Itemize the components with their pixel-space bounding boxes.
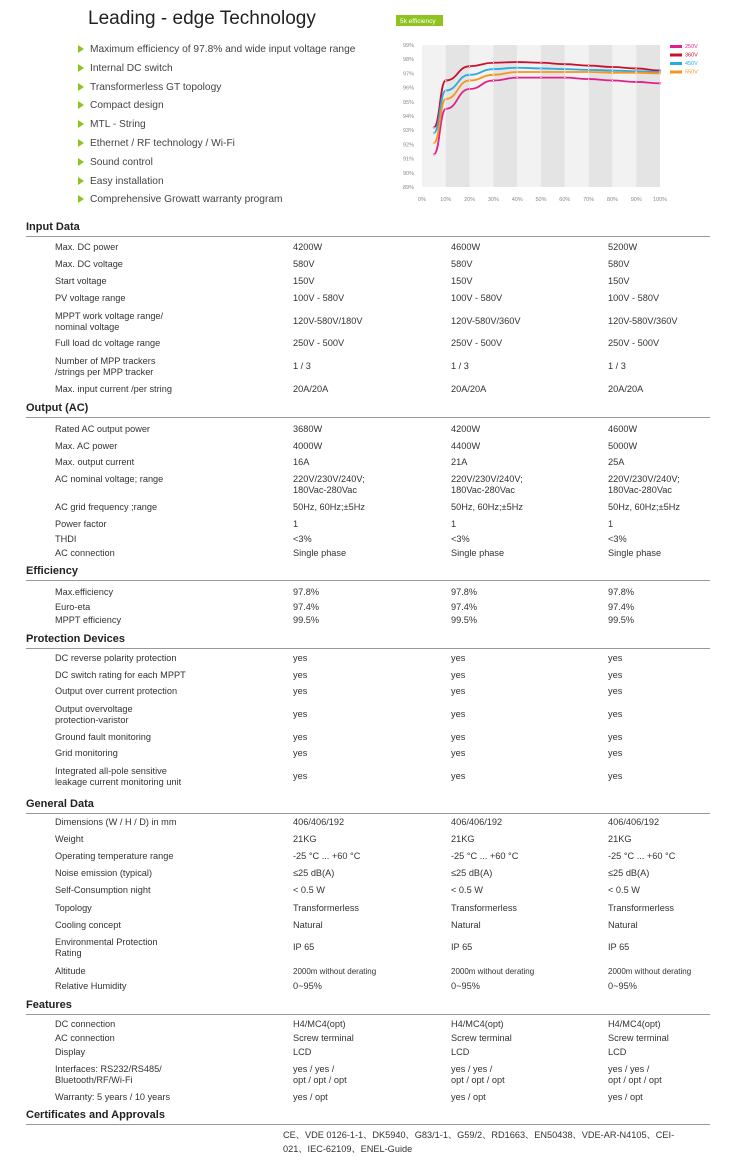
section-title: Certificates and Approvals bbox=[26, 1109, 165, 1121]
spec-value: < 0.5 W bbox=[293, 885, 325, 895]
spec-label: Operating temperature range bbox=[55, 851, 174, 861]
series-point bbox=[612, 80, 614, 82]
spec-value: 0~95% bbox=[451, 981, 480, 991]
x-tick-label: 50% bbox=[535, 197, 547, 203]
spec-label: Max.efficiency bbox=[55, 587, 114, 597]
spec-value: 220V/230V/240V; 180Vac-280Vac bbox=[608, 474, 680, 495]
spec-value: IP 65 bbox=[608, 942, 630, 952]
chart-band bbox=[541, 45, 565, 187]
spec-value: Single phase bbox=[451, 548, 505, 558]
spec-label: Cooling concept bbox=[55, 920, 121, 930]
legend-label: 550V bbox=[685, 69, 698, 76]
spec-value: Natural bbox=[451, 920, 481, 930]
x-tick-label: 30% bbox=[487, 197, 499, 203]
spec-value: 20A/20A bbox=[293, 384, 329, 394]
spec-value: 1 bbox=[451, 519, 457, 529]
spec-value: yes bbox=[608, 709, 623, 719]
spec-value: 99.5% bbox=[608, 615, 635, 625]
series-point bbox=[445, 80, 447, 82]
spec-value: yes bbox=[608, 732, 623, 742]
spec-value: 21KG bbox=[608, 834, 632, 844]
spec-label: MPPT efficiency bbox=[55, 615, 122, 625]
section-header bbox=[26, 403, 710, 418]
spec-value: yes bbox=[293, 653, 308, 663]
spec-value: 97.8% bbox=[608, 587, 635, 597]
spec-value: -25 °C ... +60 °C bbox=[451, 851, 519, 861]
spec-value: 120V-580V/360V bbox=[451, 316, 521, 326]
spec-value: <3% bbox=[293, 534, 312, 544]
spec-value: 97.8% bbox=[293, 587, 320, 597]
spec-label: AC grid frequency ;range bbox=[55, 502, 158, 512]
spec-value: < 0.5 W bbox=[608, 885, 640, 895]
spec-value: 97.4% bbox=[608, 602, 635, 612]
bullet-triangle-icon bbox=[78, 120, 84, 128]
series-point bbox=[433, 126, 435, 128]
bullet-triangle-icon bbox=[78, 64, 84, 72]
spec-value: 2000m without derating bbox=[608, 967, 692, 976]
spec-value: 5200W bbox=[608, 242, 638, 252]
legend-swatch bbox=[670, 45, 682, 48]
y-tick-label: 92% bbox=[402, 142, 414, 149]
spec-value: 580V bbox=[293, 259, 315, 269]
series-point bbox=[445, 108, 447, 110]
spec-label: Power factor bbox=[55, 519, 107, 529]
spec-label: Warranty: 5 years / 10 years bbox=[55, 1092, 171, 1102]
spec-value: 120V-580V/180V bbox=[293, 316, 363, 326]
x-tick-label: 70% bbox=[583, 197, 595, 203]
spec-label: Max. input current /per string bbox=[55, 384, 172, 394]
spec-value: Natural bbox=[608, 920, 638, 930]
spec-value: 150V bbox=[608, 276, 630, 286]
spec-value: yes bbox=[293, 670, 308, 680]
spec-value: 25A bbox=[608, 457, 625, 467]
spec-value: 4600W bbox=[451, 242, 481, 252]
spec-value: -25 °C ... +60 °C bbox=[293, 851, 361, 861]
spec-value: 50Hz, 60Hz;±5Hz bbox=[451, 502, 523, 512]
spec-value: 220V/230V/240V; 180Vac-280Vac bbox=[451, 474, 523, 495]
x-tick-label: 40% bbox=[511, 197, 523, 203]
spec-value: 97.4% bbox=[451, 602, 478, 612]
series-point bbox=[564, 68, 566, 70]
feature-item: Transformerless GT topology bbox=[78, 80, 355, 99]
spec-value: 250V - 500V bbox=[608, 338, 660, 348]
spec-value: yes bbox=[608, 653, 623, 663]
spec-value: Transformerless bbox=[608, 903, 675, 913]
spec-value: yes bbox=[451, 771, 466, 781]
spec-value: 1 / 3 bbox=[451, 361, 469, 371]
legend-label: 360V bbox=[685, 52, 698, 59]
spec-value: yes bbox=[608, 771, 623, 781]
spec-label: Dimensions (W / H / D) in mm bbox=[55, 817, 177, 827]
spec-value: 406/406/192 bbox=[608, 817, 660, 827]
spec-label: Output over current protection bbox=[55, 686, 178, 696]
series-point bbox=[433, 132, 435, 134]
spec-label: Max. DC power bbox=[55, 242, 119, 252]
certificates-list: CE、VDE 0126-1-1、DK5940、G83/1-1、G59/2、RD1663、EN50438、VDE-AR-N4105、CEI-021、IEC-62109、ENEL-Guide bbox=[283, 1130, 675, 1154]
spec-value: 21KG bbox=[451, 834, 475, 844]
spec-value: 20A/20A bbox=[608, 384, 644, 394]
feature-item: Easy installation bbox=[78, 174, 355, 193]
y-tick-label: 99% bbox=[402, 43, 414, 49]
series-point bbox=[445, 90, 447, 92]
page-title: Leading - edge Technology bbox=[88, 8, 316, 29]
x-tick-label: 10% bbox=[440, 197, 452, 203]
spec-value: -25 °C ... +60 °C bbox=[608, 851, 676, 861]
spec-value: Screw terminal bbox=[293, 1033, 354, 1043]
series-point bbox=[433, 153, 435, 155]
spec-value: LCD bbox=[451, 1047, 470, 1057]
series-point bbox=[635, 72, 637, 74]
series-point bbox=[493, 80, 495, 82]
series-point bbox=[612, 66, 614, 68]
bullet-triangle-icon bbox=[78, 158, 84, 166]
legend-swatch bbox=[670, 71, 682, 74]
spec-label: Max. AC power bbox=[55, 441, 118, 451]
spec-value: 4600W bbox=[608, 424, 638, 434]
spec-label: Relative Humidity bbox=[55, 981, 127, 991]
series-point bbox=[516, 71, 518, 73]
spec-value: 250V - 500V bbox=[451, 338, 503, 348]
x-tick-label: 0% bbox=[418, 197, 426, 203]
spec-value: yes bbox=[608, 686, 623, 696]
series-point bbox=[635, 81, 637, 83]
spec-value: 2000m without derating bbox=[293, 967, 377, 976]
bullet-triangle-icon bbox=[78, 177, 84, 185]
spec-value: 4000W bbox=[293, 441, 323, 451]
spec-value: 50Hz, 60Hz;±5Hz bbox=[608, 502, 680, 512]
spec-value: 150V bbox=[451, 276, 473, 286]
series-point bbox=[588, 69, 590, 71]
series-point bbox=[469, 74, 471, 76]
feature-item: Ethernet / RF technology / Wi-Fi bbox=[78, 136, 355, 155]
spec-value: LCD bbox=[293, 1047, 312, 1057]
spec-value: 4200W bbox=[293, 242, 323, 252]
feature-item: Maximum efficiency of 97.8% and wide input voltage range bbox=[78, 42, 355, 61]
spec-value: yes / opt bbox=[608, 1092, 643, 1102]
spec-label: Integrated all-pole sensitive leakage current monitoring unit bbox=[55, 766, 182, 787]
spec-value: 250V - 500V bbox=[293, 338, 345, 348]
bullet-triangle-icon bbox=[78, 45, 84, 53]
spec-value: Natural bbox=[293, 920, 323, 930]
spec-value: ≤25 dB(A) bbox=[293, 868, 335, 878]
spec-value: IP 65 bbox=[451, 942, 473, 952]
spec-value: 1 / 3 bbox=[293, 361, 311, 371]
chart-band bbox=[517, 45, 541, 187]
spec-label: MPPT work voltage range/ nominal voltage bbox=[55, 311, 164, 332]
bullet-triangle-icon bbox=[78, 195, 84, 203]
section-header bbox=[26, 566, 710, 581]
spec-value: 21KG bbox=[293, 834, 317, 844]
spec-value: yes bbox=[451, 732, 466, 742]
spec-value: yes bbox=[293, 709, 308, 719]
spec-label: DC connection bbox=[55, 1019, 116, 1029]
bullet-triangle-icon bbox=[78, 139, 84, 147]
spec-value: 0~95% bbox=[608, 981, 637, 991]
spec-value: 1 bbox=[293, 519, 299, 529]
feature-item: Comprehensive Growatt warranty program bbox=[78, 192, 355, 211]
spec-label: Number of MPP trackers /strings per MPP tracker bbox=[55, 356, 156, 377]
y-tick-label: 90% bbox=[402, 170, 414, 177]
spec-value: H4/MC4(opt) bbox=[451, 1019, 504, 1029]
series-point bbox=[469, 65, 471, 67]
spec-value: ≤25 dB(A) bbox=[451, 868, 493, 878]
spec-value: yes bbox=[293, 748, 308, 758]
spec-value: 16A bbox=[293, 457, 310, 467]
spec-value: 4200W bbox=[451, 424, 481, 434]
x-tick-label: 100% bbox=[652, 197, 668, 203]
spec-label: Max. output current bbox=[55, 457, 135, 467]
y-tick-label: 97% bbox=[402, 71, 414, 78]
spec-label: Output overvoltage protection-varistor bbox=[55, 704, 133, 725]
spec-value: 100V - 580V bbox=[451, 293, 503, 303]
spec-value: yes / yes / opt / opt / opt bbox=[608, 1064, 662, 1085]
spec-label: Environmental Protection Rating bbox=[55, 937, 158, 958]
spec-label: Euro-eta bbox=[55, 602, 91, 612]
spec-value: 99.5% bbox=[293, 615, 320, 625]
spec-label: AC nominal voltage; range bbox=[55, 474, 164, 484]
series-point bbox=[493, 68, 495, 70]
spec-label: Display bbox=[55, 1047, 86, 1057]
spec-label: Grid monitoring bbox=[55, 748, 118, 758]
efficiency-chart bbox=[396, 14, 706, 209]
y-tick-label: 89% bbox=[402, 185, 414, 191]
spec-value: yes bbox=[608, 748, 623, 758]
spec-label: AC connection bbox=[55, 548, 115, 558]
feature-item: Internal DC switch bbox=[78, 61, 355, 80]
section-title: Efficiency bbox=[26, 565, 78, 577]
section-title: Output (AC) bbox=[26, 402, 89, 414]
series-point bbox=[540, 62, 542, 64]
spec-value: yes bbox=[293, 686, 308, 696]
y-tick-label: 93% bbox=[402, 128, 414, 135]
series-point bbox=[659, 82, 661, 84]
spec-label: THDI bbox=[55, 534, 77, 544]
spec-value: 220V/230V/240V; 180Vac-280Vac bbox=[293, 474, 365, 495]
spec-label: Rated AC output power bbox=[55, 424, 150, 434]
spec-value: yes / opt bbox=[451, 1092, 486, 1102]
spec-value: yes bbox=[451, 686, 466, 696]
section-header bbox=[26, 634, 710, 649]
spec-value: 50Hz, 60Hz;±5Hz bbox=[293, 502, 365, 512]
spec-value: 99.5% bbox=[451, 615, 478, 625]
feature-item: Compact design bbox=[78, 98, 355, 117]
spec-label: Start voltage bbox=[55, 276, 107, 286]
spec-value: yes bbox=[608, 670, 623, 680]
spec-label: DC reverse polarity protection bbox=[55, 653, 177, 663]
spec-value: 406/406/192 bbox=[293, 817, 345, 827]
series-point bbox=[588, 65, 590, 67]
spec-value: 1 bbox=[608, 519, 614, 529]
spec-value: 20A/20A bbox=[451, 384, 487, 394]
spec-value: yes bbox=[293, 771, 308, 781]
spec-label: Full load dc voltage range bbox=[55, 338, 161, 348]
spec-label: DC switch rating for each MPPT bbox=[55, 670, 186, 680]
series-point bbox=[516, 67, 518, 69]
spec-value: H4/MC4(opt) bbox=[608, 1019, 661, 1029]
spec-label: Ground fault monitoring bbox=[55, 732, 152, 742]
series-point bbox=[564, 77, 566, 79]
spec-label: PV voltage range bbox=[55, 293, 126, 303]
spec-value: 100V - 580V bbox=[608, 293, 660, 303]
spec-value: <3% bbox=[608, 534, 627, 544]
section-title: Features bbox=[26, 999, 72, 1011]
spec-value: H4/MC4(opt) bbox=[293, 1019, 346, 1029]
spec-label: Self-Consumption night bbox=[55, 885, 151, 895]
y-tick-label: 98% bbox=[402, 57, 414, 64]
y-tick-label: 91% bbox=[402, 156, 414, 163]
series-point bbox=[659, 73, 661, 75]
chart-title: 5k efficiency bbox=[400, 18, 436, 25]
spec-value: 120V-580V/360V bbox=[608, 316, 678, 326]
series-point bbox=[516, 61, 518, 63]
spec-value: 1 / 3 bbox=[608, 361, 626, 371]
spec-value: yes bbox=[451, 670, 466, 680]
section-title: Protection Devices bbox=[26, 633, 126, 645]
feature-item: Sound control bbox=[78, 155, 355, 174]
spec-label: Noise emission (typical) bbox=[55, 868, 153, 878]
spec-value: 580V bbox=[608, 259, 630, 269]
section-header bbox=[26, 799, 710, 814]
x-tick-label: 60% bbox=[559, 197, 571, 203]
legend-label: 250V bbox=[685, 44, 698, 50]
spec-value: yes / opt bbox=[293, 1092, 328, 1102]
series-point bbox=[493, 62, 495, 64]
section-header bbox=[26, 1110, 710, 1125]
spec-value: 97.8% bbox=[451, 587, 478, 597]
spec-value: LCD bbox=[608, 1047, 627, 1057]
chart-band bbox=[493, 45, 517, 187]
spec-value: <3% bbox=[451, 534, 470, 544]
x-tick-label: 20% bbox=[464, 197, 476, 203]
spec-value: Single phase bbox=[608, 548, 662, 558]
spec-value: Single phase bbox=[293, 548, 347, 558]
x-tick-label: 90% bbox=[630, 197, 642, 203]
x-tick-label: 80% bbox=[606, 197, 618, 203]
spec-value: yes bbox=[451, 709, 466, 719]
spec-value: 406/406/192 bbox=[451, 817, 503, 827]
spec-label: Topology bbox=[55, 903, 92, 913]
spec-value: yes / yes / opt / opt / opt bbox=[451, 1064, 505, 1085]
feature-item: MTL - String bbox=[78, 117, 355, 136]
spec-value: 150V bbox=[293, 276, 315, 286]
legend-label: 450V bbox=[685, 61, 698, 67]
spec-value: 2000m without derating bbox=[451, 967, 535, 976]
bullet-triangle-icon bbox=[78, 101, 84, 109]
spec-value: yes bbox=[293, 732, 308, 742]
spec-value: 580V bbox=[451, 259, 473, 269]
spec-value: 0~95% bbox=[293, 981, 322, 991]
series-point bbox=[635, 68, 637, 70]
series-point bbox=[588, 78, 590, 80]
series-point bbox=[612, 70, 614, 72]
spec-value: 4400W bbox=[451, 441, 481, 451]
series-point bbox=[516, 77, 518, 79]
bullet-triangle-icon bbox=[78, 83, 84, 91]
series-point bbox=[433, 142, 435, 144]
spec-label: Altitude bbox=[55, 966, 86, 976]
spec-label: AC connection bbox=[55, 1033, 115, 1043]
y-tick-label: 94% bbox=[402, 114, 414, 120]
section-header bbox=[26, 222, 710, 237]
spec-value: 97.4% bbox=[293, 602, 320, 612]
series-point bbox=[564, 63, 566, 65]
legend-swatch bbox=[670, 62, 682, 65]
chart-band bbox=[636, 45, 660, 187]
spec-label: Weight bbox=[55, 834, 84, 844]
series-point bbox=[612, 72, 614, 74]
series-point bbox=[540, 68, 542, 70]
spec-value: yes bbox=[451, 653, 466, 663]
series-point bbox=[564, 71, 566, 73]
spec-value: Screw terminal bbox=[451, 1033, 512, 1043]
spec-value: 21A bbox=[451, 457, 468, 467]
spec-label: Interfaces: RS232/RS485/ Bluetooth/RF/Wi-Fi bbox=[55, 1064, 162, 1085]
legend-swatch bbox=[670, 54, 682, 57]
spec-value: yes bbox=[451, 748, 466, 758]
spec-value: Transformerless bbox=[293, 903, 360, 913]
series-point bbox=[588, 71, 590, 73]
spec-value: Screw terminal bbox=[608, 1033, 669, 1043]
spec-value: IP 65 bbox=[293, 942, 315, 952]
series-point bbox=[469, 80, 471, 82]
section-title: Input Data bbox=[26, 221, 80, 233]
spec-value: < 0.5 W bbox=[451, 885, 483, 895]
spec-value: Transformerless bbox=[451, 903, 518, 913]
series-point bbox=[493, 74, 495, 76]
section-header bbox=[26, 1000, 710, 1015]
section-title: General Data bbox=[26, 798, 94, 810]
feature-list bbox=[78, 42, 355, 211]
spec-value: 5000W bbox=[608, 441, 638, 451]
spec-label: Max. DC voltage bbox=[55, 259, 123, 269]
series-point bbox=[540, 77, 542, 79]
spec-value: 100V - 580V bbox=[293, 293, 345, 303]
y-tick-label: 96% bbox=[402, 85, 414, 92]
spec-value: ≤25 dB(A) bbox=[608, 868, 650, 878]
series-point bbox=[469, 88, 471, 90]
spec-value: 3680W bbox=[293, 424, 323, 434]
series-point bbox=[445, 98, 447, 100]
series-point bbox=[540, 71, 542, 73]
spec-value: yes / yes / opt / opt / opt bbox=[293, 1064, 347, 1085]
y-tick-label: 95% bbox=[402, 99, 414, 106]
